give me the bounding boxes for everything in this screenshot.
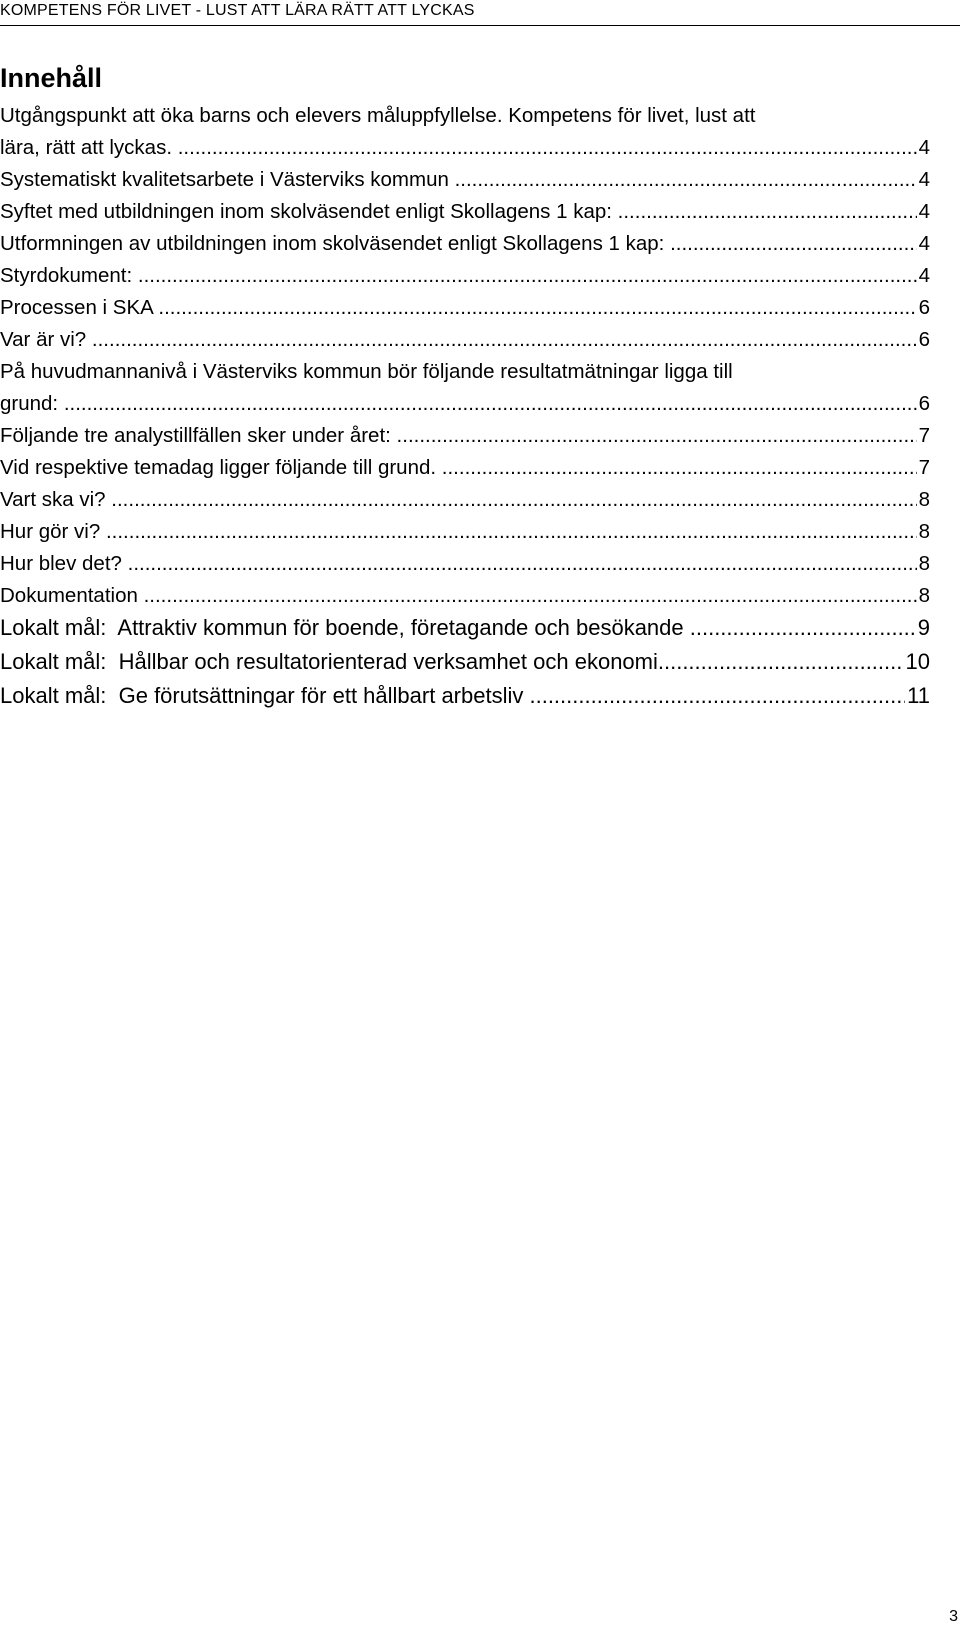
dot-leader <box>442 452 917 484</box>
toc-entry-text: Vid respektive temadag ligger följande till grund. <box>0 456 442 479</box>
table-of-contents <box>0 100 930 714</box>
toc-entry[interactable] <box>0 292 930 324</box>
toc-entry-text: Vart ska vi? <box>0 488 112 511</box>
toc-entry[interactable] <box>0 100 930 164</box>
dot-leader <box>178 132 917 164</box>
toc-entry-text: Lokalt mål: Hållbar och resultatorienterad verksamhet och ekonomi <box>0 649 658 674</box>
toc-entry-text: Styrdokument: <box>0 264 138 287</box>
dot-leader <box>397 420 917 452</box>
header-divider <box>0 25 960 26</box>
toc-entry[interactable] <box>0 580 930 612</box>
toc-entry[interactable] <box>0 646 930 680</box>
dot-leader <box>690 612 916 644</box>
dot-leader <box>138 260 917 292</box>
toc-entry-text: Hur gör vi? <box>0 520 106 543</box>
dot-leader <box>658 646 904 678</box>
toc-entry-text: Hur blev det? <box>0 552 128 575</box>
toc-entry-text-line1: På huvudmannanivå i Västerviks kommun bör följande resultatmätningar ligga till <box>0 360 733 383</box>
toc-entry[interactable] <box>0 516 930 548</box>
dot-leader <box>111 484 916 516</box>
toc-entry-page: 8 <box>918 584 930 607</box>
toc-entry-page: 8 <box>918 552 930 575</box>
toc-entry[interactable] <box>0 420 930 452</box>
toc-entry[interactable] <box>0 228 930 260</box>
dot-leader <box>64 388 917 420</box>
toc-entry-text: lära, rätt att lyckas. <box>0 136 178 159</box>
toc-entry-text-line1: Utgångspunkt att öka barns och elevers måluppfyllelse. Kompetens för livet, lust att <box>0 104 756 127</box>
toc-entry[interactable] <box>0 612 930 646</box>
toc-entry-page: 4 <box>918 264 930 287</box>
toc-entry[interactable] <box>0 548 930 580</box>
toc-entry-text: Utformningen av utbildningen inom skolväsendet enligt Skollagens 1 kap: <box>0 232 671 255</box>
toc-entry-page: 11 <box>907 683 930 708</box>
toc-entry[interactable] <box>0 452 930 484</box>
toc-entry-page: 7 <box>918 456 930 479</box>
toc-entry[interactable] <box>0 324 930 356</box>
toc-title: Innehåll <box>0 63 103 93</box>
toc-entry-page: 4 <box>918 200 930 223</box>
toc-entry-text: Var är vi? <box>0 328 92 351</box>
toc-entry-text: Systematiskt kvalitetsarbete i Västerviks kommun <box>0 168 455 191</box>
toc-entry-page: 10 <box>905 649 930 674</box>
dot-leader <box>618 196 917 228</box>
dot-leader <box>106 516 917 548</box>
toc-entry[interactable] <box>0 164 930 196</box>
toc-entry-page: 6 <box>918 392 930 415</box>
toc-entry-text: Syftet med utbildningen inom skolväsendet enligt Skollagens 1 kap: <box>0 200 618 223</box>
toc-entry-text: grund: <box>0 392 64 415</box>
toc-entry-page: 6 <box>918 328 930 351</box>
dot-leader <box>128 548 917 580</box>
toc-entry-page: 7 <box>918 424 930 447</box>
toc-entry-text: Dokumentation <box>0 584 144 607</box>
toc-entry-page: 8 <box>918 488 930 511</box>
running-header <box>0 0 960 24</box>
toc-entry-page: 4 <box>918 232 930 255</box>
dot-leader <box>529 680 905 712</box>
toc-entry[interactable] <box>0 484 930 516</box>
toc-entry[interactable] <box>0 196 930 228</box>
toc-entry-text: Processen i SKA <box>0 296 159 319</box>
toc-entry-text: Lokalt mål: Attraktiv kommun för boende, företagande och besökande <box>0 615 690 640</box>
toc-entry[interactable] <box>0 260 930 292</box>
toc-entry[interactable] <box>0 356 930 420</box>
running-header-title: KOMPETENS FÖR LIVET - LUST ATT LÄRA RÄTT ATT LYCKAS <box>0 2 475 19</box>
dot-leader <box>670 228 917 260</box>
dot-leader <box>92 324 917 356</box>
toc-entry-text: Följande tre analystillfällen sker under året: <box>0 424 397 447</box>
page-number: 3 <box>949 1608 958 1625</box>
dot-leader <box>158 292 916 324</box>
toc-entry-text: Lokalt mål: Ge förutsättningar för ett hållbart arbetsliv <box>0 683 530 708</box>
dot-leader <box>144 580 917 612</box>
toc-entry[interactable] <box>0 680 930 714</box>
toc-entry-page: 8 <box>918 520 930 543</box>
toc-entry-page: 6 <box>918 296 930 319</box>
toc-entry-page: 9 <box>917 615 930 640</box>
toc-entry-page: 4 <box>918 136 930 159</box>
toc-entry-page: 4 <box>918 168 930 191</box>
dot-leader <box>455 164 917 196</box>
